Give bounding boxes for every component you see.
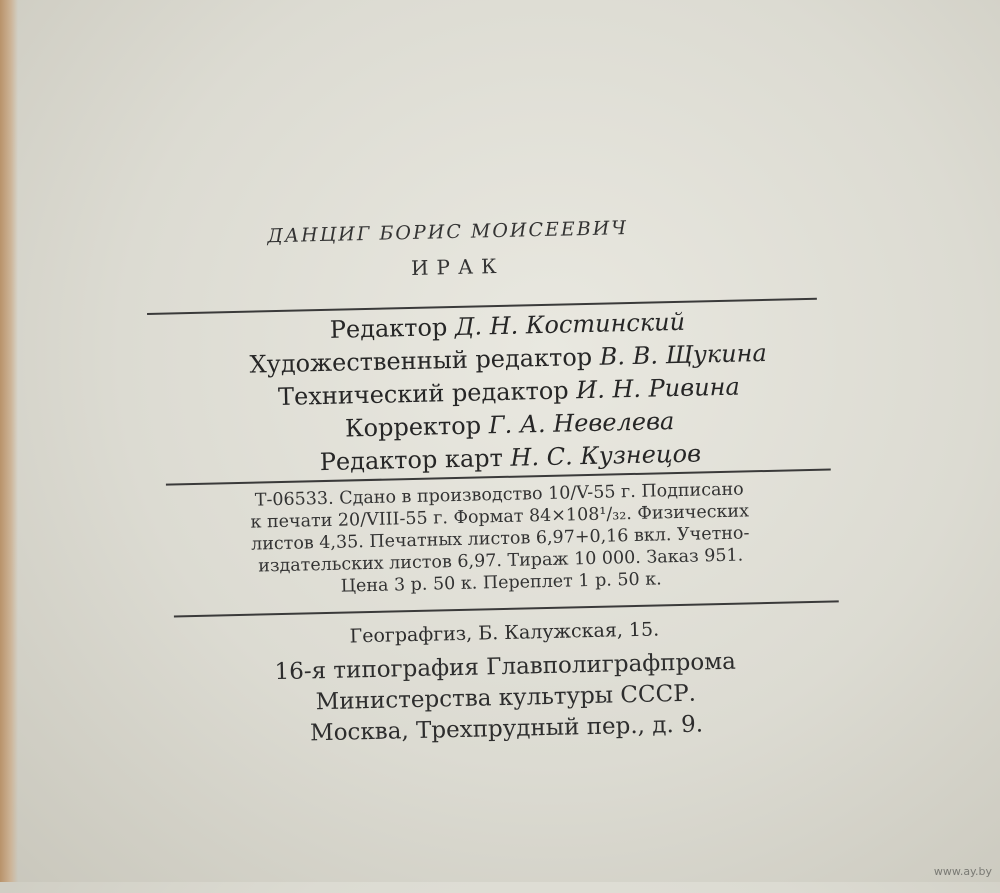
- imprint-block: [163, 476, 837, 601]
- author-name: ДАНЦИГ БОРИС МОИСЕЕВИЧ: [267, 217, 629, 248]
- book-title: ИРАК: [410, 253, 505, 280]
- printer-line: 16-я типография Главполиграфпрома: [274, 648, 737, 686]
- imprint-line: издательских листов 6,97. Тираж 10 000. Заказ 951.: [258, 545, 744, 577]
- credit-name: И. Н. Ривина: [575, 372, 741, 405]
- credit-role: Редактор: [329, 313, 448, 344]
- credit-role: Редактор карт: [319, 443, 504, 477]
- credit-name: Г. А. Невелева: [488, 407, 675, 440]
- printer-line: Министерства культуры СССР.: [315, 680, 697, 716]
- site-watermark: www.ay.by: [933, 865, 992, 878]
- credit-role: Корректор: [344, 411, 482, 443]
- credit-role: Технический редактор: [277, 376, 569, 412]
- publisher-block: [184, 613, 827, 752]
- credit-role: Художественный редактор: [249, 342, 593, 379]
- imprint-line: Цена 3 р. 50 к. Переплет 1 р. 50 к.: [340, 569, 662, 597]
- printer-line: Москва, Трехпрудный пер., д. 9.: [309, 711, 704, 747]
- credit-name: Н. С. Кузнецов: [510, 439, 702, 472]
- imprint-line: листов 4,35. Печатных листов 6,97+0,16 вкл. Учетно-: [250, 523, 750, 555]
- imprint-line: Т-06533. Сдано в производство 10/V-55 г. Подписано: [254, 479, 744, 511]
- credit-name: Д. Н. Костинский: [454, 307, 686, 341]
- credit-name: В. В. Щукина: [599, 338, 768, 371]
- publisher-address: Географгиз, Б. Калужская, 15.: [349, 618, 660, 648]
- imprint-line: к печати 20/VIII-55 г. Формат 84×108¹/₃₂. Физических: [250, 501, 750, 533]
- credits-block: [187, 303, 831, 482]
